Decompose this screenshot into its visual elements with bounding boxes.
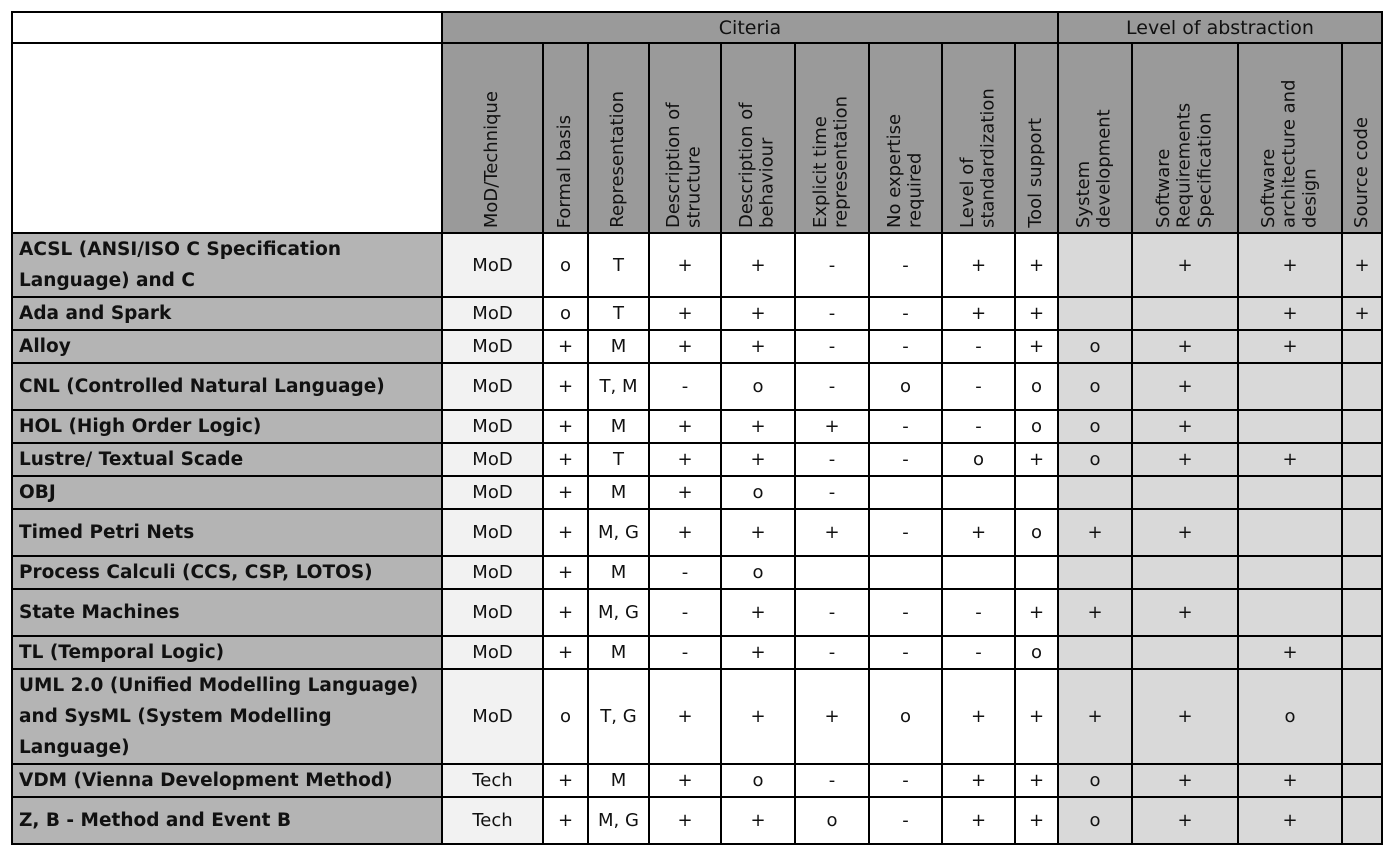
abstraction-column-header [1132,43,1238,233]
abstraction-cell: + [1238,330,1342,363]
technique-name-cell: Lustre/ Textual Scade [12,443,442,476]
abstraction-cell: + [1132,764,1238,797]
criteria-cell: + [543,764,588,797]
table-body [12,233,1382,844]
criteria-cell: - [869,764,942,797]
criteria-cell: - [649,589,721,636]
technique-name-cell: ACSL (ANSI/ISO C Specification Language) and C [12,233,442,297]
criteria-cell: o [1015,509,1058,556]
type-cell: MoD [442,669,543,764]
abstraction-cell [1342,410,1382,443]
criteria-cell: + [543,476,588,509]
criteria-cell: + [721,636,795,669]
abstraction-group-header: Level of abstraction [1058,12,1382,43]
technique-name-cell: Process Calculi (CCS, CSP, LOTOS) [12,556,442,589]
criteria-column-header [721,43,795,233]
criteria-cell [942,476,1015,509]
abstraction-cell: o [1058,410,1132,443]
type-cell: MoD [442,636,543,669]
criteria-cell: - [869,509,942,556]
table-row [12,410,1382,443]
criteria-cell: M [588,330,649,363]
table-row [12,764,1382,797]
criteria-cell: + [543,509,588,556]
criteria-cell: - [795,330,869,363]
type-cell: MoD [442,330,543,363]
criteria-column-header [795,43,869,233]
type-cell: MoD [442,589,543,636]
criteria-cell: - [869,636,942,669]
type-cell: MoD [442,476,543,509]
abstraction-cell: + [1058,509,1132,556]
criteria-cell: M, G [588,589,649,636]
criteria-cell: o [869,669,942,764]
technique-name-cell: TL (Temporal Logic) [12,636,442,669]
criteria-cell: - [942,589,1015,636]
criteria-cell: o [1015,636,1058,669]
abstraction-cell: + [1132,233,1238,297]
abstraction-cell [1058,636,1132,669]
criteria-cell [1015,556,1058,589]
abstraction-cell: + [1132,509,1238,556]
criteria-column-label: No expertise required [883,113,926,228]
criteria-group-header: Citeria [442,12,1058,43]
abstraction-cell [1238,476,1342,509]
criteria-cell: o [721,764,795,797]
abstraction-cell [1342,443,1382,476]
criteria-cell: o [543,669,588,764]
abstraction-column-label: Software architecture and design [1257,79,1321,228]
abstraction-cell [1342,556,1382,589]
criteria-column-label: Formal basis [554,114,576,228]
abstraction-cell: + [1238,443,1342,476]
abstraction-cell [1058,476,1132,509]
type-cell: MoD [442,297,543,330]
abstraction-cell [1058,297,1132,330]
abstraction-cell: o [1058,363,1132,410]
abstraction-cell: + [1238,297,1342,330]
criteria-cell: + [721,797,795,844]
abstraction-cell [1132,476,1238,509]
criteria-cell: + [1015,764,1058,797]
abstraction-cell [1238,363,1342,410]
abstraction-cell [1238,410,1342,443]
criteria-cell: T, M [588,363,649,410]
type-cell: Tech [442,797,543,844]
criteria-column-label: Tool support [1025,118,1047,228]
criteria-cell: - [869,297,942,330]
abstraction-cell [1132,636,1238,669]
criteria-cell: M [588,636,649,669]
criteria-cell: - [869,233,942,297]
abstraction-cell: o [1058,797,1132,844]
table-row [12,509,1382,556]
abstraction-cell: + [1238,797,1342,844]
abstraction-cell: + [1058,589,1132,636]
criteria-cell: - [869,330,942,363]
criteria-cell: + [721,669,795,764]
abstraction-cell [1342,636,1382,669]
criteria-cell: + [649,233,721,297]
criteria-cell: M, G [588,797,649,844]
criteria-cell: M, G [588,509,649,556]
technique-name-cell: State Machines [12,589,442,636]
abstraction-cell: o [1058,443,1132,476]
abstraction-cell [1342,509,1382,556]
table-row [12,669,1382,764]
criteria-column-label: Description of behaviour [736,102,778,228]
type-cell: MoD [442,443,543,476]
criteria-cell: + [721,509,795,556]
abstraction-column-label: Software Requirements Specification [1152,102,1216,228]
criteria-cell: + [543,589,588,636]
abstraction-cell: + [1238,636,1342,669]
column-header-row [12,43,1382,233]
criteria-cell: T [588,297,649,330]
abstraction-cell: o [1058,764,1132,797]
group-header-row [12,12,1382,43]
abstraction-cell: + [1132,330,1238,363]
criteria-cell [869,556,942,589]
criteria-cell: + [942,669,1015,764]
table-row [12,297,1382,330]
criteria-cell: + [1015,233,1058,297]
criteria-cell: + [721,589,795,636]
table-row [12,363,1382,410]
abstraction-column-label: System development [1073,109,1115,228]
criteria-cell: - [869,589,942,636]
criteria-cell: + [543,443,588,476]
criteria-cell: o [1015,410,1058,443]
criteria-cell: - [795,589,869,636]
abstraction-column-header [1342,43,1382,233]
abstraction-cell [1238,556,1342,589]
criteria-cell: M [588,410,649,443]
abstraction-cell [1342,669,1382,764]
criteria-cell: o [721,476,795,509]
criteria-cell: - [795,297,869,330]
criteria-column-label: Representation [607,91,629,228]
abstraction-cell: + [1132,443,1238,476]
criteria-cell: - [649,636,721,669]
corner-cell [12,12,442,43]
type-cell: MoD [442,556,543,589]
abstraction-cell [1342,797,1382,844]
criteria-cell: - [649,363,721,410]
criteria-cell: + [649,297,721,330]
abstraction-cell: o [1058,330,1132,363]
technique-name-cell: Ada and Spark [12,297,442,330]
criteria-cell: o [942,443,1015,476]
criteria-column-header [543,43,588,233]
abstraction-cell: + [1132,669,1238,764]
criteria-cell: T [588,443,649,476]
technique-name-cell: CNL (Controlled Natural Language) [12,363,442,410]
criteria-cell [1015,476,1058,509]
criteria-cell: - [869,797,942,844]
abstraction-cell [1058,233,1132,297]
criteria-cell: + [649,669,721,764]
abstraction-cell [1342,476,1382,509]
criteria-cell: + [1015,330,1058,363]
criteria-cell: - [869,410,942,443]
criteria-cell: + [1015,669,1058,764]
abstraction-cell [1238,589,1342,636]
table-row [12,476,1382,509]
criteria-cell: + [543,556,588,589]
abstraction-cell: + [1132,363,1238,410]
type-cell: MoD [442,363,543,410]
criteria-cell: - [942,410,1015,443]
criteria-cell: + [1015,443,1058,476]
table-row [12,556,1382,589]
criteria-cell: + [543,330,588,363]
criteria-cell: M [588,476,649,509]
criteria-column-header [1015,43,1058,233]
abstraction-cell: + [1238,764,1342,797]
criteria-cell: - [869,443,942,476]
abstraction-cell: + [1342,233,1382,297]
criteria-cell: + [1015,297,1058,330]
abstraction-cell [1342,589,1382,636]
abstraction-cell [1238,509,1342,556]
abstraction-cell [1342,764,1382,797]
criteria-cell [942,556,1015,589]
abstraction-cell [1342,363,1382,410]
technique-name-cell: HOL (High Order Logic) [12,410,442,443]
abstraction-cell [1342,330,1382,363]
criteria-cell [795,556,869,589]
technique-name-cell: Alloy [12,330,442,363]
type-cell: Tech [442,764,543,797]
criteria-cell: + [649,764,721,797]
abstraction-cell: + [1132,797,1238,844]
criteria-cell: o [721,556,795,589]
criteria-column-header [942,43,1015,233]
criteria-cell: o [869,363,942,410]
criteria-column-header [869,43,942,233]
criteria-column-label: MoD/Technique [481,90,503,228]
criteria-cell: T [588,233,649,297]
criteria-cell: + [942,297,1015,330]
criteria-cell: + [1015,589,1058,636]
criteria-cell [869,476,942,509]
criteria-cell: - [795,363,869,410]
criteria-column-header [588,43,649,233]
abstraction-column-label: Source code [1350,117,1372,228]
criteria-cell: - [795,233,869,297]
criteria-cell: + [649,443,721,476]
technique-name-cell: Z, B - Method and Event B [12,797,442,844]
abstraction-column-header [1238,43,1342,233]
technique-name-cell: OBJ [12,476,442,509]
abstraction-cell [1132,297,1238,330]
criteria-column-label: Explicit time representation [810,95,852,228]
criteria-cell: + [721,297,795,330]
criteria-cell: - [942,330,1015,363]
table-row [12,589,1382,636]
criteria-cell: - [795,476,869,509]
technique-name-cell: Timed Petri Nets [12,509,442,556]
abstraction-cell: + [1058,669,1132,764]
criteria-cell: + [721,233,795,297]
criteria-cell: + [942,233,1015,297]
criteria-cell: o [543,297,588,330]
criteria-cell: + [543,797,588,844]
criteria-cell: + [795,509,869,556]
type-cell: MoD [442,410,543,443]
table-row [12,443,1382,476]
criteria-cell: + [543,636,588,669]
abstraction-column-header [1058,43,1132,233]
criteria-cell: o [1015,363,1058,410]
criteria-cell: + [942,509,1015,556]
criteria-cell: - [795,764,869,797]
criteria-cell: o [721,363,795,410]
criteria-cell: o [543,233,588,297]
criteria-cell: o [795,797,869,844]
abstraction-cell [1058,556,1132,589]
criteria-cell: + [942,764,1015,797]
table-row [12,797,1382,844]
abstraction-cell [1132,556,1238,589]
criteria-cell: + [1015,797,1058,844]
criteria-cell: - [942,363,1015,410]
technique-header-blank [12,43,442,233]
criteria-column-label: Description of structure [663,102,705,228]
technique-name-cell: VDM (Vienna Development Method) [12,764,442,797]
criteria-cell: + [721,330,795,363]
criteria-cell: + [721,443,795,476]
criteria-cell: + [795,669,869,764]
abstraction-cell: + [1132,589,1238,636]
table-row [12,330,1382,363]
criteria-cell: + [649,476,721,509]
criteria-cell: + [649,509,721,556]
criteria-cell: T, G [588,669,649,764]
criteria-cell: - [942,636,1015,669]
criteria-column-label: Level of standardization [956,88,999,228]
type-cell: MoD [442,509,543,556]
criteria-cell: - [795,636,869,669]
criteria-column-header [649,43,721,233]
criteria-cell: + [543,410,588,443]
criteria-cell: M [588,764,649,797]
abstraction-cell: + [1238,233,1342,297]
table-row [12,233,1382,297]
criteria-cell: + [649,797,721,844]
criteria-cell: + [543,363,588,410]
criteria-cell: + [649,330,721,363]
abstraction-cell: o [1238,669,1342,764]
abstraction-cell: + [1342,297,1382,330]
criteria-cell: - [649,556,721,589]
type-cell: MoD [442,233,543,297]
comparison-table [11,11,1383,845]
criteria-cell: + [942,797,1015,844]
criteria-column-header [442,43,543,233]
criteria-cell: + [795,410,869,443]
criteria-cell: M [588,556,649,589]
criteria-cell: + [649,410,721,443]
abstraction-cell: + [1132,410,1238,443]
technique-name-cell: UML 2.0 (Unified Modelling Language) and SysML (System Modelling Language) [12,669,442,764]
criteria-cell: + [721,410,795,443]
table-row [12,636,1382,669]
criteria-cell: - [795,443,869,476]
